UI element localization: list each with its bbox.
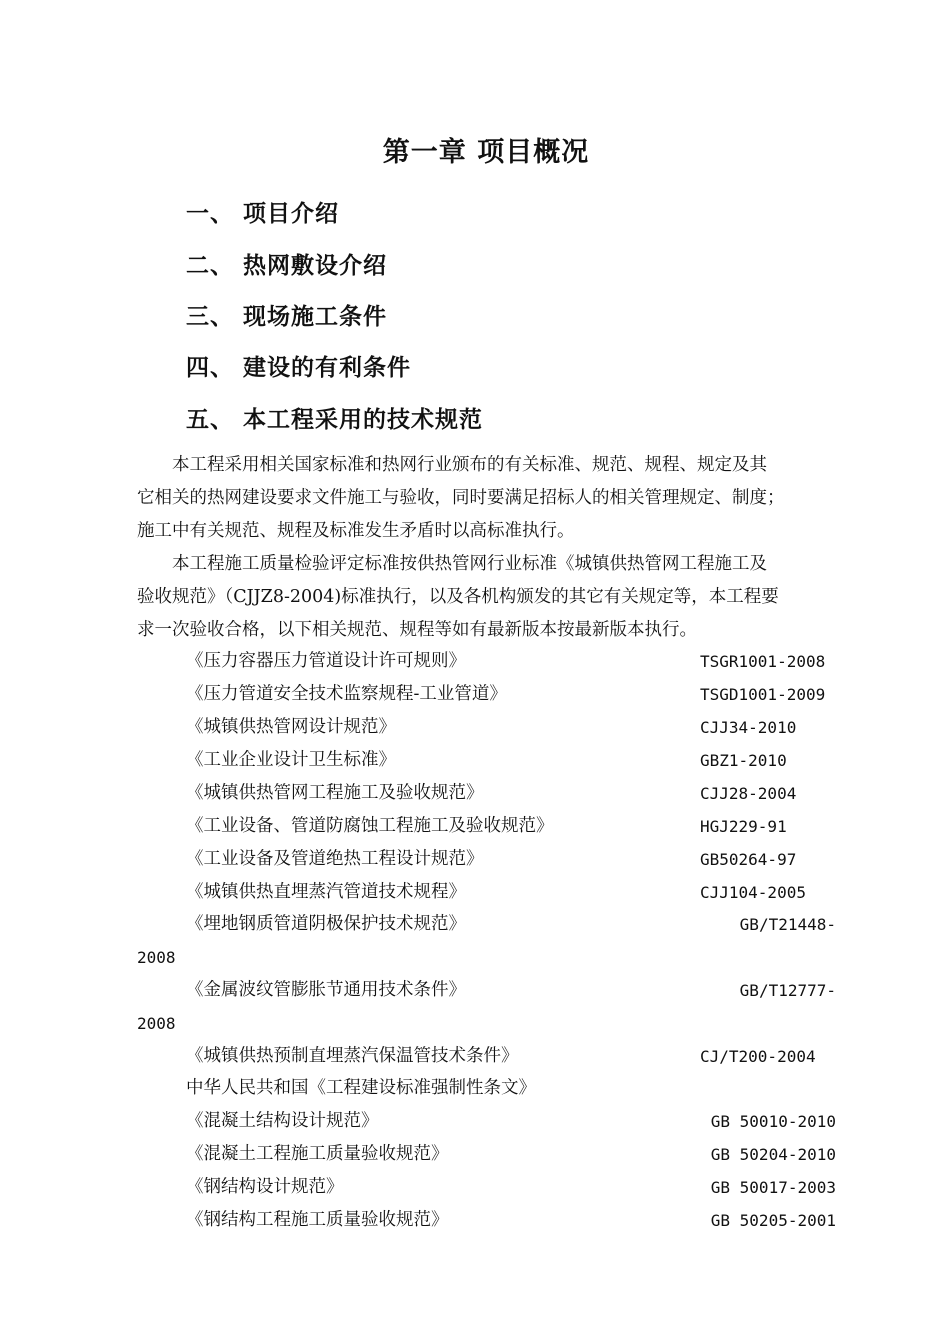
reference-code: CJJ104-2005 bbox=[700, 883, 806, 902]
reference-item bbox=[186, 1072, 836, 1105]
reference-title: 《埋地钢质管道阴极保护技术规范》 bbox=[186, 914, 466, 934]
reference-item bbox=[186, 777, 836, 810]
chapter-title: 第一章 项目概况 bbox=[382, 137, 590, 168]
reference-code: GB/T12777- bbox=[739, 981, 836, 1000]
reference-code: GB 50204-2010 bbox=[710, 1145, 836, 1164]
reference-item bbox=[186, 810, 836, 843]
reference-title: 《城镇供热直埋蒸汽管道技术规程》 bbox=[186, 882, 466, 902]
section-heading-5: 五、 本工程采用的技术规范 bbox=[186, 407, 484, 433]
reference-title: 《工业设备及管道绝热工程设计规范》 bbox=[186, 849, 484, 869]
reference-title: 《工业企业设计卫生标准》 bbox=[186, 750, 396, 770]
section-heading-1: 一、 项目介绍 bbox=[186, 201, 340, 227]
reference-title: 《钢结构设计规范》 bbox=[186, 1177, 344, 1197]
reference-item bbox=[186, 1105, 836, 1138]
reference-code: GB 50017-2003 bbox=[710, 1178, 836, 1197]
reference-code-wrap: 2008 bbox=[137, 948, 176, 967]
reference-title: 《城镇供热管网工程施工及验收规范》 bbox=[186, 783, 484, 803]
reference-code: GB 50010-2010 bbox=[710, 1112, 836, 1131]
reference-code-wrap: 2008 bbox=[137, 1014, 176, 1033]
reference-item bbox=[186, 843, 836, 876]
paragraph-line: 本工程施工质量检验评定标准按供热管网行业标准《城镇供热管网工程施工及 bbox=[137, 554, 767, 574]
reference-code: GB/T21448- bbox=[739, 915, 836, 934]
reference-item bbox=[186, 974, 836, 1007]
reference-item bbox=[186, 908, 836, 941]
reference-code: GB 50205-2001 bbox=[710, 1211, 836, 1230]
reference-item bbox=[186, 645, 836, 678]
reference-title: 《混凝土工程施工质量验收规范》 bbox=[186, 1144, 449, 1164]
paragraph-line: 施工中有关规范、规程及标准发生矛盾时以高标准执行。 bbox=[137, 521, 575, 541]
reference-code: CJJ34-2010 bbox=[700, 718, 797, 737]
reference-item bbox=[186, 1171, 836, 1204]
reference-item bbox=[186, 876, 836, 909]
reference-code: TSGD1001-2009 bbox=[700, 685, 826, 704]
reference-code: GBZ1-2010 bbox=[700, 751, 787, 770]
reference-code: CJ/T200-2004 bbox=[700, 1047, 816, 1066]
reference-item bbox=[186, 1138, 836, 1171]
reference-title: 《城镇供热预制直埋蒸汽保温管技术条件》 bbox=[186, 1046, 519, 1066]
reference-title: 《压力管道安全技术监察规程-工业管道》 bbox=[186, 684, 507, 704]
reference-title: 《压力容器压力管道设计许可规则》 bbox=[186, 651, 466, 671]
reference-code: TSGR1001-2008 bbox=[700, 652, 826, 671]
paragraph-standards-intro bbox=[137, 449, 857, 548]
reference-title: 中华人民共和国《工程建设标准强制性条文》 bbox=[186, 1078, 536, 1098]
paragraph-line: 求一次验收合格，以下相关规范、规程等如有最新版本按最新版本执行。 bbox=[137, 620, 697, 640]
reference-title: 《钢结构工程施工质量验收规范》 bbox=[186, 1210, 449, 1230]
paragraph-quality-standard bbox=[137, 548, 857, 647]
section-heading-3: 三、 现场施工条件 bbox=[186, 304, 388, 330]
paragraph-line: 它相关的热网建设要求文件施工与验收，同时要满足招标人的相关管理规定、制度； bbox=[137, 488, 785, 508]
paragraph-line: 本工程采用相关国家标准和热网行业颁布的有关标准、规范、规程、规定及其 bbox=[137, 455, 767, 475]
reference-title: 《金属波纹管膨胀节通用技术条件》 bbox=[186, 980, 466, 1000]
reference-item bbox=[186, 1040, 836, 1073]
paragraph-line: 验收规范》（CJJZ8-2004)标准执行，以及各机构颁发的其它有关规定等，本工程要 bbox=[137, 587, 779, 607]
reference-title: 《城镇供热管网设计规范》 bbox=[186, 717, 396, 737]
reference-code: HGJ229-91 bbox=[700, 817, 787, 836]
reference-item bbox=[186, 744, 836, 777]
reference-code: CJJ28-2004 bbox=[700, 784, 797, 803]
reference-title: 《工业设备、管道防腐蚀工程施工及验收规范》 bbox=[186, 816, 554, 836]
reference-code: GB50264-97 bbox=[700, 850, 797, 869]
reference-title: 《混凝土结构设计规范》 bbox=[186, 1111, 379, 1131]
reference-item bbox=[186, 678, 836, 711]
section-heading-4: 四、 建设的有利条件 bbox=[186, 355, 412, 381]
reference-item bbox=[186, 711, 836, 744]
reference-item bbox=[186, 1204, 836, 1237]
section-heading-2: 二、 热网敷设介绍 bbox=[186, 253, 388, 279]
